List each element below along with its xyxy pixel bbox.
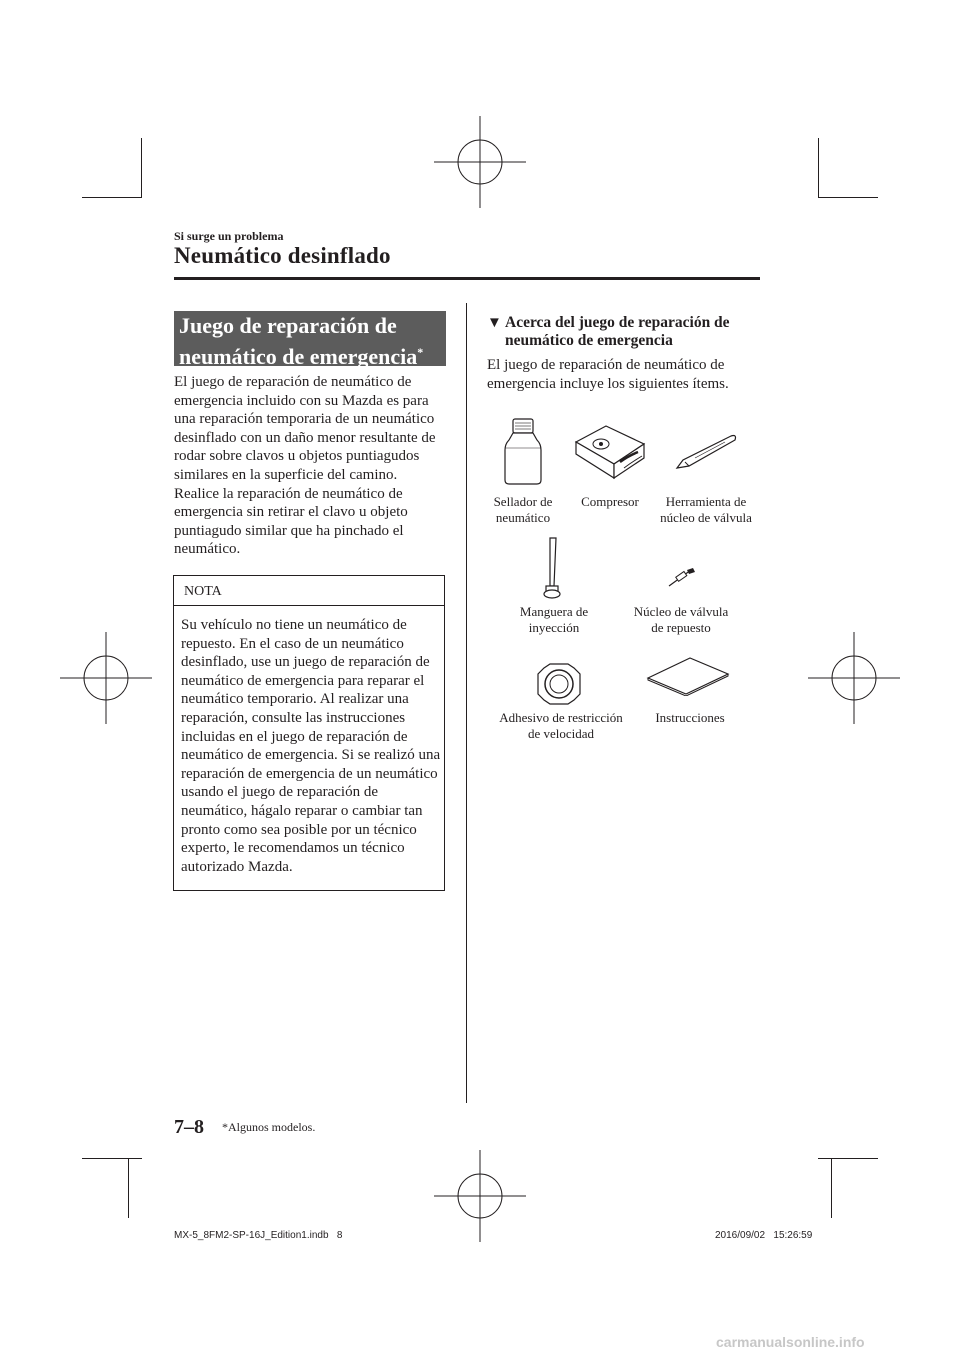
note-divider: [173, 605, 445, 606]
item-label-hose: Manguera de inyección: [519, 604, 589, 635]
item-label-instructions: Instrucciones: [655, 710, 725, 725]
title-rule: [174, 277, 760, 280]
file-info: MX-5_8FM2-SP-16J_Edition1.indb 8: [174, 1230, 343, 1241]
section-label: Si surge un problema: [174, 229, 284, 243]
injection-hose-icon: [538, 536, 568, 600]
item-label-sealant: Sellador de neumático: [493, 494, 553, 525]
kit-intro: El juego de reparación de neumático de emergencia incluye los siguientes ítems.: [487, 357, 729, 392]
subsection-title: Acerca del juego de reparación de neumático de emergencia: [505, 314, 730, 349]
speed-restriction-sticker-icon: [536, 662, 582, 706]
note-text: Su vehículo no tiene un neumático de repuesto. En el caso de un neumático desinflado, use un juego de reparación de neumático de emergencia para reparar el neumático temporario. Al realizar una reparación, consulte las instrucciones incluidas en el juego de reparación de neumático de emergencia. Si se realizó una reparación de emergencia de un neumático usando el juego de reparación de neumático, hágalo reparar o cambiar tan pronto como sea posible por un técnico experto, le recomendamos un técnico autorizado Mazda.: [181, 617, 441, 875]
registration-mark-right: [808, 632, 900, 724]
sealant-bottle-icon: [501, 418, 545, 486]
page-title: Neumático desinflado: [174, 243, 391, 268]
instructions-booklet-icon: [646, 656, 730, 696]
spare-valve-core-icon: [667, 566, 697, 590]
section-banner: [174, 311, 446, 369]
registration-mark-left: [60, 632, 152, 724]
valve-core-tool-icon: [675, 432, 739, 472]
item-label-valve-tool: Herramienta de núcleo de válvula: [660, 494, 752, 525]
footnote: *Algunos modelos.: [222, 1120, 316, 1134]
column-divider: [466, 303, 467, 1103]
intro-paragraph: El juego de reparación de neumático de emergencia incluido con su Mazda es para una reparación temporaria de un neumático desinflado con un daño menor resultante de rodar sobre clavos u objetos puntiagudos similares en la superficie del camino. Realice la reparación de neumático de emergencia sin retirar el clavo u objeto puntiagudo similar que ha pinchado el neumático.: [174, 374, 436, 558]
banner-line-2: neumático de emergencia*: [179, 344, 424, 369]
watermark: carmanualsonline.info: [716, 1334, 865, 1350]
page-number: 7–8: [174, 1116, 204, 1138]
print-timestamp: 2016/09/02 15:26:59: [715, 1230, 813, 1241]
item-label-spare-core: Núcleo de válvula de repuesto: [633, 604, 729, 635]
registration-mark-top: [434, 116, 526, 208]
item-label-compressor: Compresor: [581, 494, 639, 509]
optional-marker: *: [417, 345, 424, 359]
triangle-marker-icon: ▼: [487, 315, 502, 331]
registration-mark-bottom: [434, 1150, 526, 1242]
banner-line-1: Juego de reparación de: [179, 313, 397, 338]
compressor-icon: [572, 420, 648, 482]
note-title: NOTA: [184, 584, 222, 599]
item-label-sticker: Adhesivo de restricción de velocidad: [499, 710, 623, 741]
